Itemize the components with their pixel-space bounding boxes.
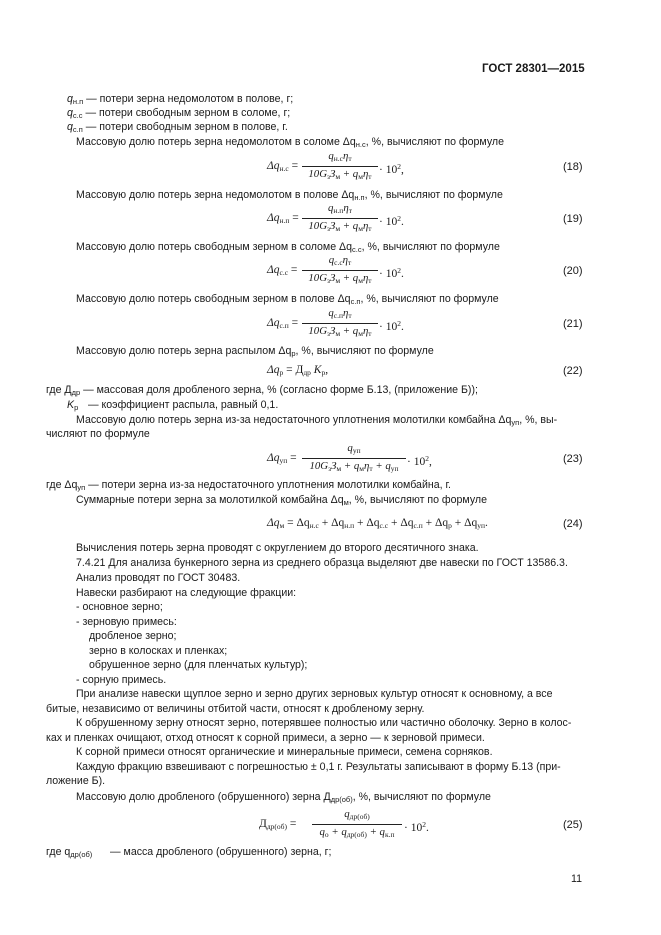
eq19-number: (19) (563, 213, 583, 225)
eq23-fraction: $q_{уп}$ $10G_зЗ_м + q_м\eta_т + q_{уп}$ (302, 442, 406, 475)
weighing-line1: Каждую фракцию взвешивают с погрешностью ± 0,1 г. Результаты записывают в форму Б.13 (при- (76, 761, 561, 773)
para-19: Массовую долю потерь зерна недомолотом в полове $\Delta q_{н.п}$, %, вычисляют по формуле (76, 189, 503, 202)
eq21-mult: · $10^2$. (379, 319, 404, 333)
eq18-mult: · $10^2$, (379, 162, 404, 176)
section-7-4-21: 7.4.21 Для анализа бункерного зерна из среднего образца выделяют две навески по ГОСТ 13586.3. (76, 557, 568, 569)
eq22: $\Delta q_р = Д_{др}$ $K_р$, (267, 364, 329, 377)
para-23-line2: числяют по формуле (46, 428, 150, 440)
para-22: Массовую долю потерь зерна распылом $\Delta q_р$, %, вычисляют по формуле (76, 345, 434, 358)
hulled-line1: К обрушенному зерну относят зерно, потерявшее полностью или частично оболочку. Зерно в колос- (76, 717, 572, 729)
def-kr-text: — коэффициент распыла, равный 0,1. (88, 399, 279, 411)
eq19-lhs: $\Delta q_{н.п}$ = (267, 212, 299, 225)
eq19-mult: · $10^2$. (379, 214, 404, 228)
fractions-intro: Навески разбирают на следующие фракции: (76, 587, 297, 599)
fraction-hulled: обрушенное зерно (для пленчатых культур); (89, 659, 308, 671)
eq25-mult: · $10^2$. (404, 820, 429, 834)
eq24-number: (24) (563, 518, 583, 530)
eq25-number: (25) (563, 819, 583, 831)
eq23-lhs: $\Delta q_{уп}$ = (267, 452, 297, 465)
eq21-lhs: $\Delta q_{с.п}$ = (267, 317, 299, 330)
eq18-lhs: $\Delta q_{н.с}$ = (267, 160, 299, 173)
eq25-lhs: $Д_{др(об)}$ = (259, 818, 297, 831)
eq20-number: (20) (563, 265, 583, 277)
para-20: Массовую долю потерь свободным зерном в соломе $\Delta q_{с.с}$, %, вычисляют по формуле (76, 241, 500, 254)
def-q-sp: $q_{с.п}$ — потери свободным зерном в полове, г. (67, 121, 288, 134)
def-q-ss: $q_{с.с}$ — потери свободным зерном в соломе, г; (67, 107, 291, 120)
fraction-grain-admixture: - зерновую примесь: (76, 616, 177, 628)
eq24: $\Delta q_м = \Delta q_{н.с} + \Delta q_{н.п} + \Delta q_{с.с} + \Delta q_{с.п} + \Delta q_р + \Delta q_{уп}$. (267, 517, 488, 530)
fraction-weed: - сорную примесь. (76, 674, 167, 686)
fraction-ears: зерно в колосках и пленках; (89, 645, 228, 657)
weed-admixture: К сорной примеси относят органические и минеральные примеси, семена сорняков. (76, 746, 493, 758)
eq23-mult: · $10^2$, (407, 454, 432, 468)
def-q-np: $q_{н.п}$ — потери зерна недомолотом в полове, г; (67, 93, 294, 106)
eq20-lhs: $\Delta q_{с.с}$ = (267, 264, 298, 277)
def-qdr-text: — масса дробленого (обрушенного) зерна, г; (110, 846, 332, 858)
eq20-fraction: $q_{с.с}\eta_т$ $10G_зЗ_м + q_м\eta_т$ (302, 254, 378, 287)
eq22-number: (22) (563, 365, 583, 377)
standard-code: ГОСТ 28301—2015 (482, 63, 585, 75)
hulled-line2: ках и пленках очищают, отход относят к сорной примеси, а зерно — к зерновой примеси. (46, 732, 485, 744)
eq20-mult: · $10^2$. (379, 266, 404, 280)
def-ddr: где $Д_{др}$ — массовая доля дробленого зерна, % (согласно форме Б.13, (приложение Б)); (46, 384, 478, 397)
eq18-fraction: $q_{н.с}\eta_т$ $10G_зЗ_м + q_м\eta_т$ (302, 150, 378, 183)
para-25: Массовую долю дробленого (обрушенного) зерна $Д_{др(об)}$, %, вычисляют по формуле (76, 791, 491, 804)
eq19-fraction: $q_{н.п}\eta_т$ $10G_зЗ_м + q_м\eta_т$ (302, 202, 378, 235)
def-kr-sym: $K_р$ (67, 399, 79, 412)
para-18: Массовую долю потерь зерна недомолотом в соломе $\Delta q_{н.с}$, %, вычисляют по формуле (76, 136, 504, 149)
analysis-line1: При анализе навески щуплое зерно и зерно других зерновых культур относят к основному, а все (76, 688, 553, 700)
def-qdr-sym: где $q_{др(об)}$ (46, 846, 93, 859)
analysis-line2: битые, независимо от величины отбитой части, относят к дробленому зерну. (46, 703, 425, 715)
para-23-line1: Массовую долю потерь зерна из-за недостаточного уплотнения молотилки комбайна $\Delta q_{уп}$, %, вы- (76, 414, 558, 427)
eq23-number: (23) (563, 453, 583, 465)
eq25-fraction: $q_{др(об)}$ $q_о + q_{др(об)} + q_{к.п}$ (312, 808, 402, 841)
para-24: Суммарные потери зерна за молотилкой комбайна $\Delta q_м$, %, вычисляют по формуле (76, 494, 487, 507)
eq18-number: (18) (563, 161, 583, 173)
eq21-fraction: $q_{с.п}\eta_т$ $10G_зЗ_м + q_м\eta_т$ (302, 307, 378, 340)
eq21-number: (21) (563, 318, 583, 330)
section-7-4-21-b: Анализ проводят по ГОСТ 30483. (76, 572, 241, 584)
def-qup: где $\Delta q_{уп}$ — потери зерна из-за недостаточного уплотнения молотилки комбайна, г. (46, 479, 452, 492)
fraction-crushed: дробленое зерно; (89, 630, 177, 642)
weighing-line2: ложение Б). (46, 775, 106, 787)
para-21: Массовую долю потерь свободным зерном в полове $\Delta q_{с.п}$, %, вычисляют по формуле (76, 293, 499, 306)
page-number: 11 (571, 873, 582, 885)
rounding-note: Вычисления потерь зерна проводят с округлением до второго десятичного знака. (76, 542, 479, 554)
fraction-main: - основное зерно; (76, 601, 163, 613)
